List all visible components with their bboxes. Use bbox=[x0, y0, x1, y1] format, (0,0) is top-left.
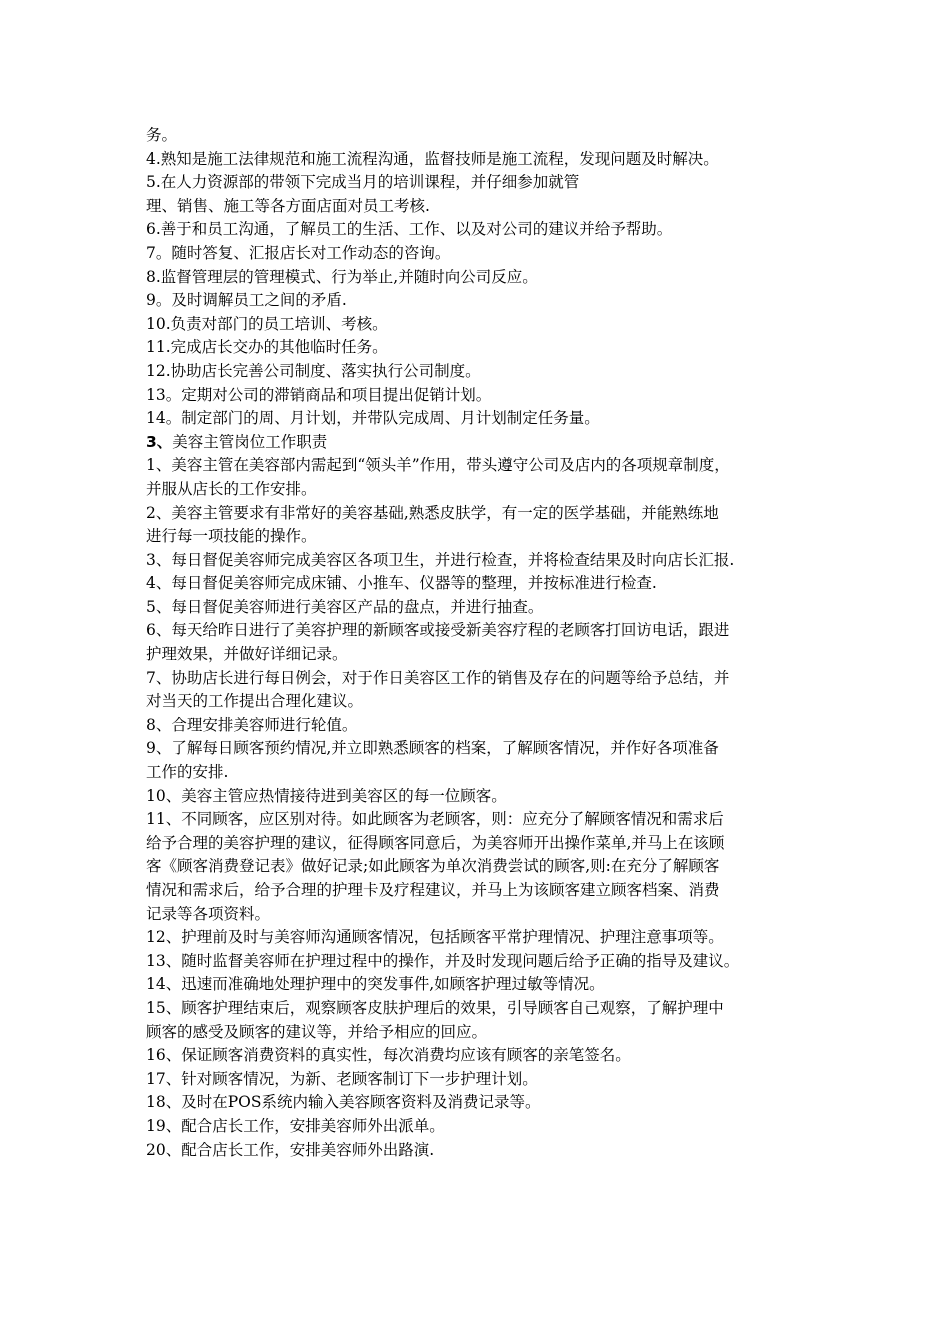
text-line: 16、保证顾客消费资料的真实性，每次消费均应该有顾客的亲笔签名。 bbox=[146, 1046, 631, 1065]
text-line: 顾客的感受及顾客的建议等，并给予相应的回应。 bbox=[146, 1022, 488, 1041]
text-line: 14。制定部门的周、月计划，并带队完成周、月计划制定任务量。 bbox=[146, 409, 600, 428]
text-line: 对当天的工作提出合理化建议。 bbox=[146, 692, 364, 711]
text-line: 8.监督管理层的管理模式、行为举止,并随时向公司反应。 bbox=[146, 267, 538, 286]
text-line: 护理效果，并做好详细记录。 bbox=[146, 645, 348, 664]
document-page bbox=[146, 124, 816, 1162]
text-line: 工作的安排. bbox=[146, 763, 229, 782]
text-line: 15、顾客护理结束后，观察顾客皮肤护理后的效果，引导顾客自己观察，了解护理中 bbox=[146, 998, 724, 1017]
text-line: 务。 bbox=[146, 126, 178, 144]
text-line: 12.协助店长完善公司制度、落实执行公司制度。 bbox=[146, 361, 481, 380]
text-line: 给予合理的美容护理的建议，征得顾客同意后，为美容师开出操作菜单,并马上在该顾 bbox=[146, 833, 725, 852]
text-line: 10.负责对部门的员工培训、考核。 bbox=[146, 314, 388, 333]
text-line: 4、每日督促美容师完成床铺、小推车、仪器等的整理，并按标准进行检查. bbox=[146, 574, 657, 593]
section-heading-number: 3、 bbox=[146, 432, 173, 451]
text-line: 7。随时答复、汇报店长对工作动态的咨询。 bbox=[146, 243, 451, 262]
text-line: 14、迅速而准确地处理护理中的突发事件,如顾客护理过敏等情况。 bbox=[146, 975, 605, 994]
text-line: 记录等各项资料。 bbox=[146, 904, 271, 923]
section-heading-text: 美容主管岗位工作职责 bbox=[172, 432, 328, 451]
text-line: 并服从店长的工作安排。 bbox=[146, 479, 317, 498]
text-line: 7、协助店长进行每日例会，对于作日美容区工作的销售及存在的问题等给予总结，并 bbox=[146, 668, 730, 687]
text-line: 20、配合店长工作，安排美容师外出路演. bbox=[146, 1140, 435, 1159]
text-line: 13。定期对公司的滞销商品和项目提出促销计划。 bbox=[146, 385, 492, 404]
section-heading bbox=[146, 431, 816, 455]
text-line: 6、每天给昨日进行了美容护理的新顾客或接受新美容疗程的老顾客打回访电话，跟进 bbox=[146, 621, 730, 640]
text-line: 17、针对顾客情况，为新、老顾客制订下一步护理计划。 bbox=[146, 1069, 538, 1088]
text-line: 11、不同顾客，应区别对待。如此顾客为老顾客，则：应充分了解顾客情况和需求后 bbox=[146, 810, 724, 829]
text-line: 进行每一项技能的操作。 bbox=[146, 527, 317, 546]
text-line: 10、美容主管应热情接待进到美容区的每一位顾客。 bbox=[146, 786, 507, 805]
text-line: 8、合理安排美容师进行轮值。 bbox=[146, 715, 358, 734]
text-line: 12、护理前及时与美容师沟通顾客情况，包括顾客平常护理情况、护理注意事项等。 bbox=[146, 928, 724, 947]
text-line: 理、销售、施工等各方面店面对员工考核. bbox=[146, 196, 430, 215]
text-line: 9。及时调解员工之间的矛盾. bbox=[146, 291, 347, 310]
text-line: 2、美容主管要求有非常好的美容基础,熟悉皮肤学，有一定的医学基础，并能熟练地 bbox=[146, 503, 719, 522]
text-line: 18、及时在POS系统内输入美容顾客资料及消费记录等。 bbox=[146, 1093, 541, 1112]
text-line: 6.善于和员工沟通，了解员工的生活、工作、以及对公司的建议并给予帮助。 bbox=[146, 220, 673, 239]
text-line: 5、每日督促美容师进行美容区产品的盘点，并进行抽查。 bbox=[146, 597, 544, 616]
text-line: 4.熟知是施工法律规范和施工流程沟通，监督技师是施工流程，发现问题及时解决。 bbox=[146, 149, 719, 168]
text-line: 1、美容主管在美容部内需起到“领头羊”作用，带头遵守公司及店内的各项规章制度， bbox=[146, 456, 730, 475]
text-line: 13、随时监督美容师在护理过程中的操作，并及时发现问题后给予正确的指导及建议。 bbox=[146, 951, 740, 970]
text-line: 3、每日督促美容师完成美容区各项卫生，并进行检查，并将检查结果及时向店长汇报. bbox=[146, 550, 735, 569]
text-line: 11.完成店长交办的其他临时任务。 bbox=[146, 338, 388, 357]
text-line: 5.在人力资源部的带领下完成当月的培训课程，并仔细参加就管 bbox=[146, 173, 580, 192]
text-line: 19、配合店长工作，安排美容师外出派单。 bbox=[146, 1116, 445, 1135]
text-line: 情况和需求后，给予合理的护理卡及疗程建议，并马上为该顾客建立顾客档案、消费 bbox=[146, 881, 720, 899]
text-line: 9、了解每日顾客预约情况,并立即熟悉顾客的档案，了解顾客情况，并作好各项准备 bbox=[146, 739, 719, 758]
text-line: 客《顾客消费登记表》做好记录;如此顾客为单次消费尝试的顾客,则:在充分了解顾客 bbox=[146, 857, 720, 876]
